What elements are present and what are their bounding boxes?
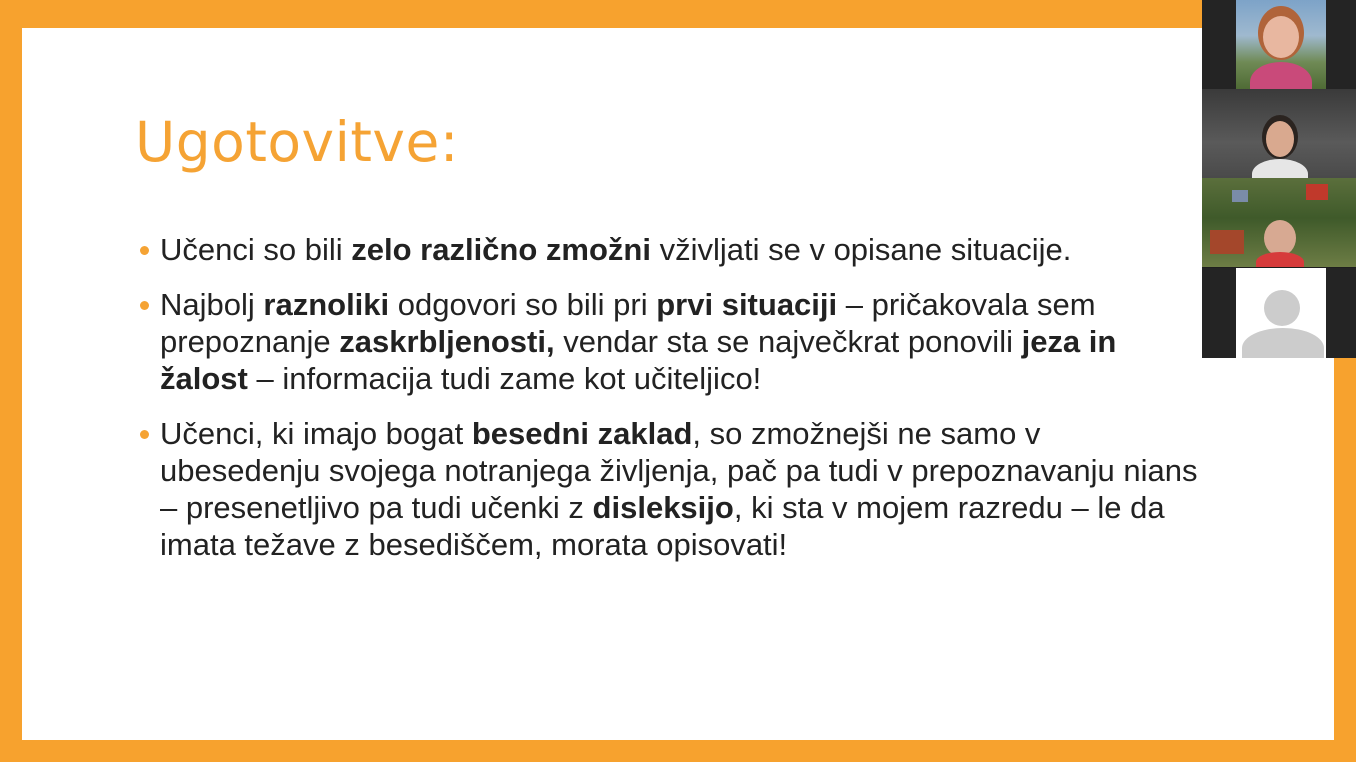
avatar-placeholder-icon xyxy=(1236,268,1326,358)
participant-tile[interactable] xyxy=(1202,89,1356,178)
participant-video-icon xyxy=(1202,89,1356,178)
participant-video-icon xyxy=(1202,178,1356,267)
bullet-text: Najbolj raznoliki odgovori so bili pri prvi situaciji – pričakovala sem prepoznanje zaskrbljenosti, vendar sta se največkrat ponovili jeza in žalost – informacija tudi zame kot učiteljico! xyxy=(160,287,1117,396)
participant-video-strip xyxy=(1202,0,1356,358)
slide-title: Ugotovitve: xyxy=(135,110,459,174)
participant-tile[interactable] xyxy=(1202,178,1356,267)
bullet-item xyxy=(138,286,1208,397)
bullet-text: Učenci so bili zelo različno zmožni vživljati se v opisane situacije. xyxy=(160,232,1072,267)
bullet-dot-icon xyxy=(140,301,149,310)
bullet-list xyxy=(138,231,1208,581)
bullet-item xyxy=(138,231,1208,268)
bullet-dot-icon xyxy=(140,246,149,255)
participant-tile[interactable] xyxy=(1202,268,1356,358)
participant-tile[interactable] xyxy=(1202,0,1356,89)
participant-video-icon xyxy=(1236,0,1326,89)
presentation-slide xyxy=(22,28,1334,740)
bullet-dot-icon xyxy=(140,430,149,439)
bullet-item xyxy=(138,415,1208,563)
bullet-text: Učenci, ki imajo bogat besedni zaklad, so zmožnejši ne samo v ubesedenju svojega notranjega življenja, pač pa tudi v prepoznavanju nians – presenetljivo pa tudi učenki z disleksijo, ki sta v mojem razredu – le da imata težave z besediščem, morata opisovati! xyxy=(160,416,1198,562)
